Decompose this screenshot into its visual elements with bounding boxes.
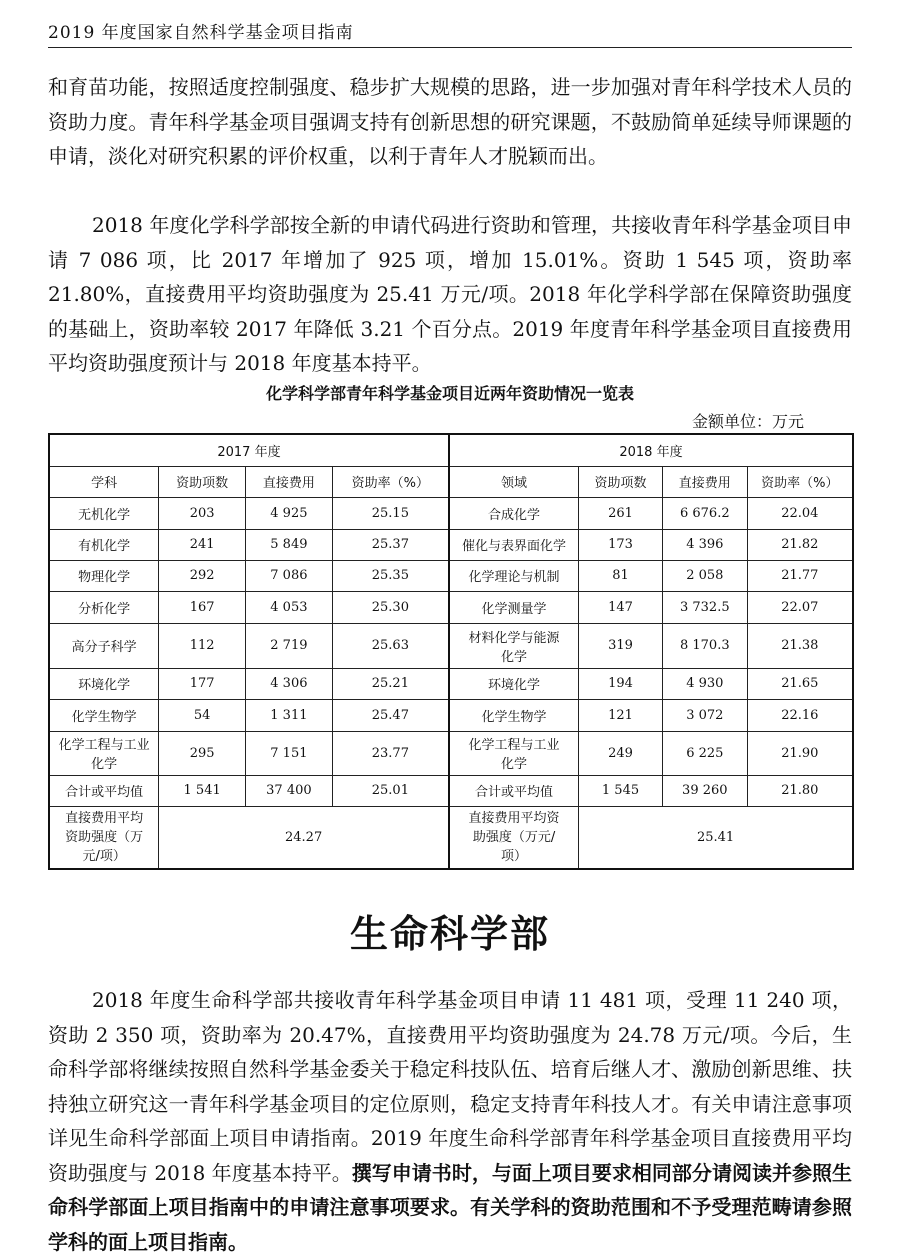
year-2018-header: 2018 年度 [449,434,853,466]
discipline-cell: 分析化学 [49,591,159,623]
field-cell: 化学理论与机制 [449,560,579,591]
count-2017-cell: 112 [159,623,246,668]
table-total-row [49,775,853,806]
field-cell: 化学工程与工业化学 [449,731,579,775]
year-2017-header: 2017 年度 [49,434,449,466]
field-cell: 合成化学 [449,497,579,529]
funding-table [48,433,854,870]
table-unit-note: 金额单位：万元 [691,412,804,431]
table-row [49,699,853,731]
count-2017-cell: 292 [159,560,246,591]
field-cell: 材料化学与能源化学 [449,623,579,668]
count-2017-cell: 54 [159,699,246,731]
count-2017-cell: 167 [159,591,246,623]
discipline-cell: 无机化学 [49,497,159,529]
cost-2018-cell: 4 930 [662,668,747,699]
table-row [49,591,853,623]
column-header-row [49,466,853,497]
discipline-cell: 化学生物学 [49,699,159,731]
cost-2018-cell: 3 072 [662,699,747,731]
count-2018-cell: 249 [579,731,663,775]
discipline-cell: 化学工程与工业化学 [49,731,159,775]
paragraph-life-sciences-bold: 撰写申请书时，与面上项目要求相同部分请阅读并参照生命科学部面上项目指南中的申请注意事项要求。有关学科的资助范围和不予受理范畴请参照学科的面上项目指南。 [48,1160,853,1254]
count-2017-cell: 177 [159,668,246,699]
col-header-cost-2017: 直接费用 [246,466,333,497]
total-label-2018: 合计或平均值 [449,775,579,806]
rate-2017-cell: 23.77 [332,731,449,775]
table-row [49,560,853,591]
total-count-2018: 1 545 [579,775,663,806]
paragraph-intro: 和育苗功能，按照适度控制强度、稳步扩大规模的思路，进一步加强对青年科学技术人员的资助力度。青年科学基金项目强调支持有创新思想的研究课题，不鼓励简单延续导师课题的申请，淡化对研究积累的评价权重，以利于青年人才脱颖而出。 [48,75,852,168]
discipline-cell: 高分子科学 [49,623,159,668]
count-2018-cell: 173 [579,529,663,560]
intensity-label-2017: 直接费用平均资助强度（万元/项） [49,806,159,869]
total-rate-2018: 21.80 [747,775,853,806]
section-heading: 生命科学部 [349,912,550,956]
rate-2017-cell: 25.37 [332,529,449,560]
total-rate-2017: 25.01 [332,775,449,806]
paragraph-chemistry-text: 2018 年度化学科学部按全新的申请代码进行资助和管理，共接收青年科学基金项目申请 7 086 项，比 2017 年增加了 925 项，增加 15.01%。资助 1 545 项，资助率 21.80%，直接费用平均资助强度为 25.41 万元/项。2018 年化学科学部在保障资助强度的基础上，资助率较 2017 年降低 3.21 个百分点。2019 年度青年科学基金项目直接费用平均资助强度预计与 2018 年度基本持平。 [48,213,852,375]
total-label-2017: 合计或平均值 [49,775,159,806]
table-title: 化学科学部青年科学基金项目近两年资助情况一览表 [265,384,634,403]
cost-2017-cell: 2 719 [246,623,333,668]
rate-2017-cell: 25.35 [332,560,449,591]
col-header-field: 领域 [449,466,579,497]
table-row [49,497,853,529]
table-row [49,731,853,775]
count-2018-cell: 194 [579,668,663,699]
cost-2017-cell: 4 306 [246,668,333,699]
count-2018-cell: 319 [579,623,663,668]
intensity-row [49,806,853,869]
col-header-cost-2018: 直接费用 [662,466,747,497]
discipline-cell: 环境化学 [49,668,159,699]
rate-2018-cell: 22.04 [747,497,853,529]
field-cell: 催化与表界面化学 [449,529,579,560]
cost-2017-cell: 4 053 [246,591,333,623]
running-title: 2019 年度国家自然科学基金项目指南 [48,23,354,43]
col-header-count-2018: 资助项数 [579,466,663,497]
discipline-cell: 物理化学 [49,560,159,591]
col-header-rate-2018: 资助率（%） [747,466,853,497]
cost-2018-cell: 6 676.2 [662,497,747,529]
count-2017-cell: 203 [159,497,246,529]
cost-2017-cell: 7 151 [246,731,333,775]
count-2018-cell: 81 [579,560,663,591]
discipline-cell: 有机化学 [49,529,159,560]
cost-2018-cell: 6 225 [662,731,747,775]
rate-2018-cell: 21.65 [747,668,853,699]
rate-2018-cell: 22.16 [747,699,853,731]
intensity-label-2018: 直接费用平均资助强度（万元/项） [449,806,579,869]
count-2018-cell: 147 [579,591,663,623]
cost-2018-cell: 4 396 [662,529,747,560]
rate-2017-cell: 25.47 [332,699,449,731]
paragraph-life-sciences [48,983,852,1259]
cost-2017-cell: 4 925 [246,497,333,529]
field-cell: 化学测量学 [449,591,579,623]
total-cost-2017: 37 400 [246,775,333,806]
rate-2017-cell: 25.15 [332,497,449,529]
rate-2018-cell: 21.77 [747,560,853,591]
rate-2018-cell: 21.90 [747,731,853,775]
field-cell: 化学生物学 [449,699,579,731]
table-row [49,668,853,699]
rate-2018-cell: 21.82 [747,529,853,560]
rate-2017-cell: 25.21 [332,668,449,699]
table-row [49,529,853,560]
intensity-value-2017: 24.27 [159,806,449,869]
paragraph-chemistry [48,208,852,381]
col-header-discipline: 学科 [49,466,159,497]
rate-2018-cell: 22.07 [747,591,853,623]
rate-2017-cell: 25.30 [332,591,449,623]
paragraph-life-sciences-text: 2018 年度生命科学部共接收青年科学基金项目申请 11 481 项，受理 11 240 项，资助 2 350 项，资助率为 20.47%，直接费用平均资助强度为 24.78 万元/项。今后，生命科学部将继续按照自然科学基金委关于稳定科技队伍、培育后继人才、激励创新思维、扶持独立研究这一青年科学基金项目的定位原则，稳定支持青年科技人才。有关申请注意事项详见生命科学部面上项目申请指南。2019 年度生命科学部青年科学基金项目直接费用平均资助强度与 2018 年度基本持平。 [48,988,852,1185]
intensity-value-2018: 25.41 [579,806,853,869]
count-2018-cell: 261 [579,497,663,529]
field-cell: 环境化学 [449,668,579,699]
cost-2018-cell: 8 170.3 [662,623,747,668]
rate-2017-cell: 25.63 [332,623,449,668]
total-count-2017: 1 541 [159,775,246,806]
header-rule [48,47,852,48]
count-2017-cell: 241 [159,529,246,560]
col-header-rate-2017: 资助率（%） [332,466,449,497]
cost-2017-cell: 7 086 [246,560,333,591]
cost-2017-cell: 1 311 [246,699,333,731]
year-header-row [49,434,853,466]
col-header-count-2017: 资助项数 [159,466,246,497]
total-cost-2018: 39 260 [662,775,747,806]
cost-2018-cell: 2 058 [662,560,747,591]
count-2017-cell: 295 [159,731,246,775]
table-row [49,623,853,668]
count-2018-cell: 121 [579,699,663,731]
cost-2017-cell: 5 849 [246,529,333,560]
rate-2018-cell: 21.38 [747,623,853,668]
cost-2018-cell: 3 732.5 [662,591,747,623]
